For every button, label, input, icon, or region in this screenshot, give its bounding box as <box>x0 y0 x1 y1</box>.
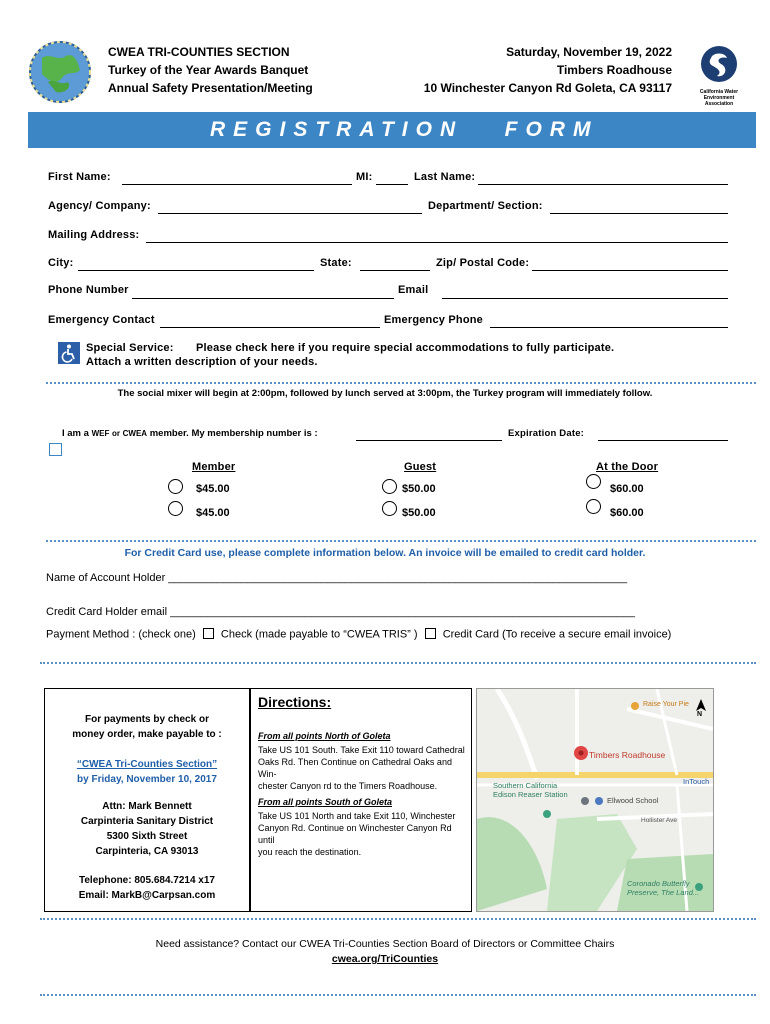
price-member-2: $45.00 <box>196 507 230 519</box>
mi-field[interactable] <box>376 184 408 185</box>
map-label-butterfly-2: Preserve, The Land... <box>627 888 700 897</box>
state-label: State: <box>320 257 352 269</box>
membership-prefix: I am a <box>62 428 89 439</box>
holder-email-field[interactable]: Credit Card Holder email ____________________________________________________________________________ <box>46 606 636 618</box>
department-label: Department/ Section: <box>428 200 543 212</box>
city-label: City: <box>48 257 74 269</box>
map-label-edison-2: Edison Reaser Station <box>493 790 568 799</box>
last-name-field[interactable] <box>478 184 728 185</box>
cwea-logo-icon <box>699 44 739 84</box>
cwea-caption-1: California Water <box>699 89 739 95</box>
membership-wef: WEF <box>91 429 110 438</box>
divider-2 <box>46 540 756 542</box>
event-name: Turkey of the Year Awards Banquet <box>108 63 309 77</box>
department-field[interactable] <box>550 213 728 214</box>
agency-field[interactable] <box>158 213 422 214</box>
payable-email: Email: MarkB@Carpsan.com <box>78 890 216 901</box>
city-field[interactable] <box>78 270 314 271</box>
map-label-edison-1: Southern California <box>493 781 558 790</box>
card-option-label: Credit Card (To receive a secure email invoice) <box>442 628 672 641</box>
map-label-butterfly-1: Coronado Butterfly <box>627 879 690 888</box>
payable-name: “CWEA Tri-Counties Section” <box>76 759 218 770</box>
map-label-timbers: Timbers Roadhouse <box>589 750 666 760</box>
divider-5 <box>40 994 756 996</box>
event-subtitle: Annual Safety Presentation/Meeting <box>108 81 313 95</box>
payable-deadline: by Friday, November 10, 2017 <box>77 774 217 785</box>
map-graphic <box>477 689 713 911</box>
footer-help: Need assistance? Contact our CWEA Tri-Counties Section Board of Directors or Committee Chairs <box>155 938 615 950</box>
price-guest-1: $50.00 <box>402 483 436 495</box>
south-line-3: you reach the destination. <box>258 847 362 857</box>
directions-title: Directions: <box>258 694 332 710</box>
map-label-intouch: InTouch <box>683 777 710 786</box>
first-name-label: First Name: <box>48 171 111 183</box>
section-name: CWEA TRI-COUNTIES SECTION <box>108 45 290 59</box>
expiration-label: Expiration Date: <box>508 428 585 439</box>
emergency-contact-label: Emergency Contact <box>48 314 155 326</box>
header-right <box>424 43 672 97</box>
map-label-raise: Raise Your Pie <box>643 701 689 708</box>
price-member-1: $45.00 <box>196 483 230 495</box>
email-label: Email <box>398 284 429 296</box>
membership-line <box>62 428 318 439</box>
mailing-field[interactable] <box>146 242 728 243</box>
membership-number-field[interactable] <box>356 440 502 441</box>
event-date: Saturday, November 19, 2022 <box>506 45 672 59</box>
radio-door-1[interactable] <box>586 474 601 489</box>
south-line-2: Canyon Rd. Continue on Winchester Canyon Rd until <box>258 823 452 845</box>
cwea-caption-2: Environment <box>703 95 735 101</box>
payment-method-label: Payment Method : (check one) <box>46 628 196 641</box>
emergency-contact-field[interactable] <box>160 327 380 328</box>
payable-phone: Telephone: 805.684.7214 x17 <box>78 875 215 886</box>
radio-member-2[interactable] <box>168 501 183 516</box>
payable-city: Carpinteria, CA 93013 <box>95 846 199 857</box>
phone-label: Phone Number <box>48 284 129 296</box>
check-checkbox[interactable] <box>203 628 214 639</box>
payable-attn: Attn: Mark Bennett <box>102 801 192 812</box>
cwea-caption-3: Association <box>704 101 734 107</box>
special-service-label: Special Service: <box>86 342 174 354</box>
north-arrow-label: N <box>697 711 703 718</box>
payable-org: Carpinteria Sanitary District <box>80 816 214 827</box>
mi-label: MI: <box>356 171 373 183</box>
first-name-field[interactable] <box>122 184 352 185</box>
payable-text <box>44 712 250 903</box>
directions-north <box>258 730 468 792</box>
card-checkbox[interactable] <box>425 628 436 639</box>
membership-suffix: member. My membership number is : <box>149 428 318 439</box>
phone-field[interactable] <box>132 298 394 299</box>
header-left <box>108 43 313 97</box>
location-map[interactable] <box>476 688 714 912</box>
map-label-ellwood: Ellwood School <box>607 796 659 805</box>
north-line-3: chester Canyon rd to the Timers Roadhouse. <box>258 781 438 791</box>
payable-line2: money order, make payable to : <box>72 729 222 740</box>
special-service-text2: Attach a written description of your needs. <box>86 356 318 368</box>
payable-street: 5300 Sixth Street <box>106 831 188 842</box>
agency-label: Agency/ Company: <box>48 200 151 212</box>
credit-note: For Credit Card use, please complete information below. An invoice will be emailed to credit card holder. <box>124 547 646 559</box>
map-label-hollister: Hollister Ave <box>641 817 678 824</box>
zip-label: Zip/ Postal Code: <box>436 257 530 269</box>
last-name-label: Last Name: <box>414 171 476 183</box>
divider-1 <box>46 382 756 384</box>
price-col-guest: Guest <box>404 461 437 473</box>
account-holder-field[interactable]: Name of Account Holder ___________________________________________________________________________ <box>46 572 628 584</box>
north-line-2: Oaks Rd. Then Continue on Cathedral Oaks and Win- <box>258 757 452 779</box>
expiration-field[interactable] <box>598 440 728 441</box>
price-door-2: $60.00 <box>610 507 644 519</box>
radio-door-2[interactable] <box>586 499 601 514</box>
divider-4 <box>40 918 756 920</box>
form-title: REGISTRATION FORM <box>210 118 599 141</box>
map-label-edison <box>493 781 568 799</box>
payable-line1: For payments by check or <box>85 714 209 725</box>
south-heading: From all points South of Goleta <box>258 797 392 807</box>
directions-south <box>258 796 468 858</box>
event-address: 10 Winchester Canyon Rd Goleta, CA 93117 <box>423 81 672 95</box>
south-line-1: Take US 101 North and take Exit 110, Winchester <box>258 811 456 821</box>
emergency-phone-label: Emergency Phone <box>384 314 483 326</box>
price-col-member: Member <box>192 461 236 473</box>
tri-counties-logo <box>28 40 92 104</box>
north-heading: From all points North of Goleta <box>258 731 391 741</box>
radio-guest-1[interactable] <box>382 479 397 494</box>
emergency-phone-field[interactable] <box>490 327 728 328</box>
check-option-label: Check (made payable to “CWEA TRIS” ) <box>220 628 418 641</box>
payment-method-row <box>46 628 671 641</box>
accessibility-icon[interactable] <box>58 342 80 364</box>
schedule-note: The social mixer will begin at 2:00pm, followed by lunch served at 3:00pm, the Turkey program will immediately follow. <box>117 388 653 399</box>
email-field[interactable] <box>442 298 728 299</box>
north-line-1: Take US 101 South. Take Exit 110 toward Cathedral <box>258 745 465 755</box>
membership-cwea: CWEA <box>122 429 148 438</box>
state-field[interactable] <box>360 270 430 271</box>
mailing-label: Mailing Address: <box>48 229 140 241</box>
zip-field[interactable] <box>532 270 728 271</box>
event-venue: Timbers Roadhouse <box>556 63 672 77</box>
divider-3 <box>40 662 756 664</box>
footer-link[interactable]: cwea.org/TriCounties <box>331 953 439 965</box>
radio-guest-2[interactable] <box>382 501 397 516</box>
price-guest-2: $50.00 <box>402 507 436 519</box>
radio-member-1[interactable] <box>168 479 183 494</box>
special-service-text: Please check here if you require special accommodations to fully participate. <box>196 342 615 354</box>
price-col-door: At the Door <box>596 461 659 473</box>
cwea-logo <box>694 44 744 107</box>
map-label-butterfly <box>627 879 699 897</box>
price-door-1: $60.00 <box>610 483 644 495</box>
membership-or: or <box>112 429 120 438</box>
membership-checkbox[interactable] <box>49 443 62 456</box>
